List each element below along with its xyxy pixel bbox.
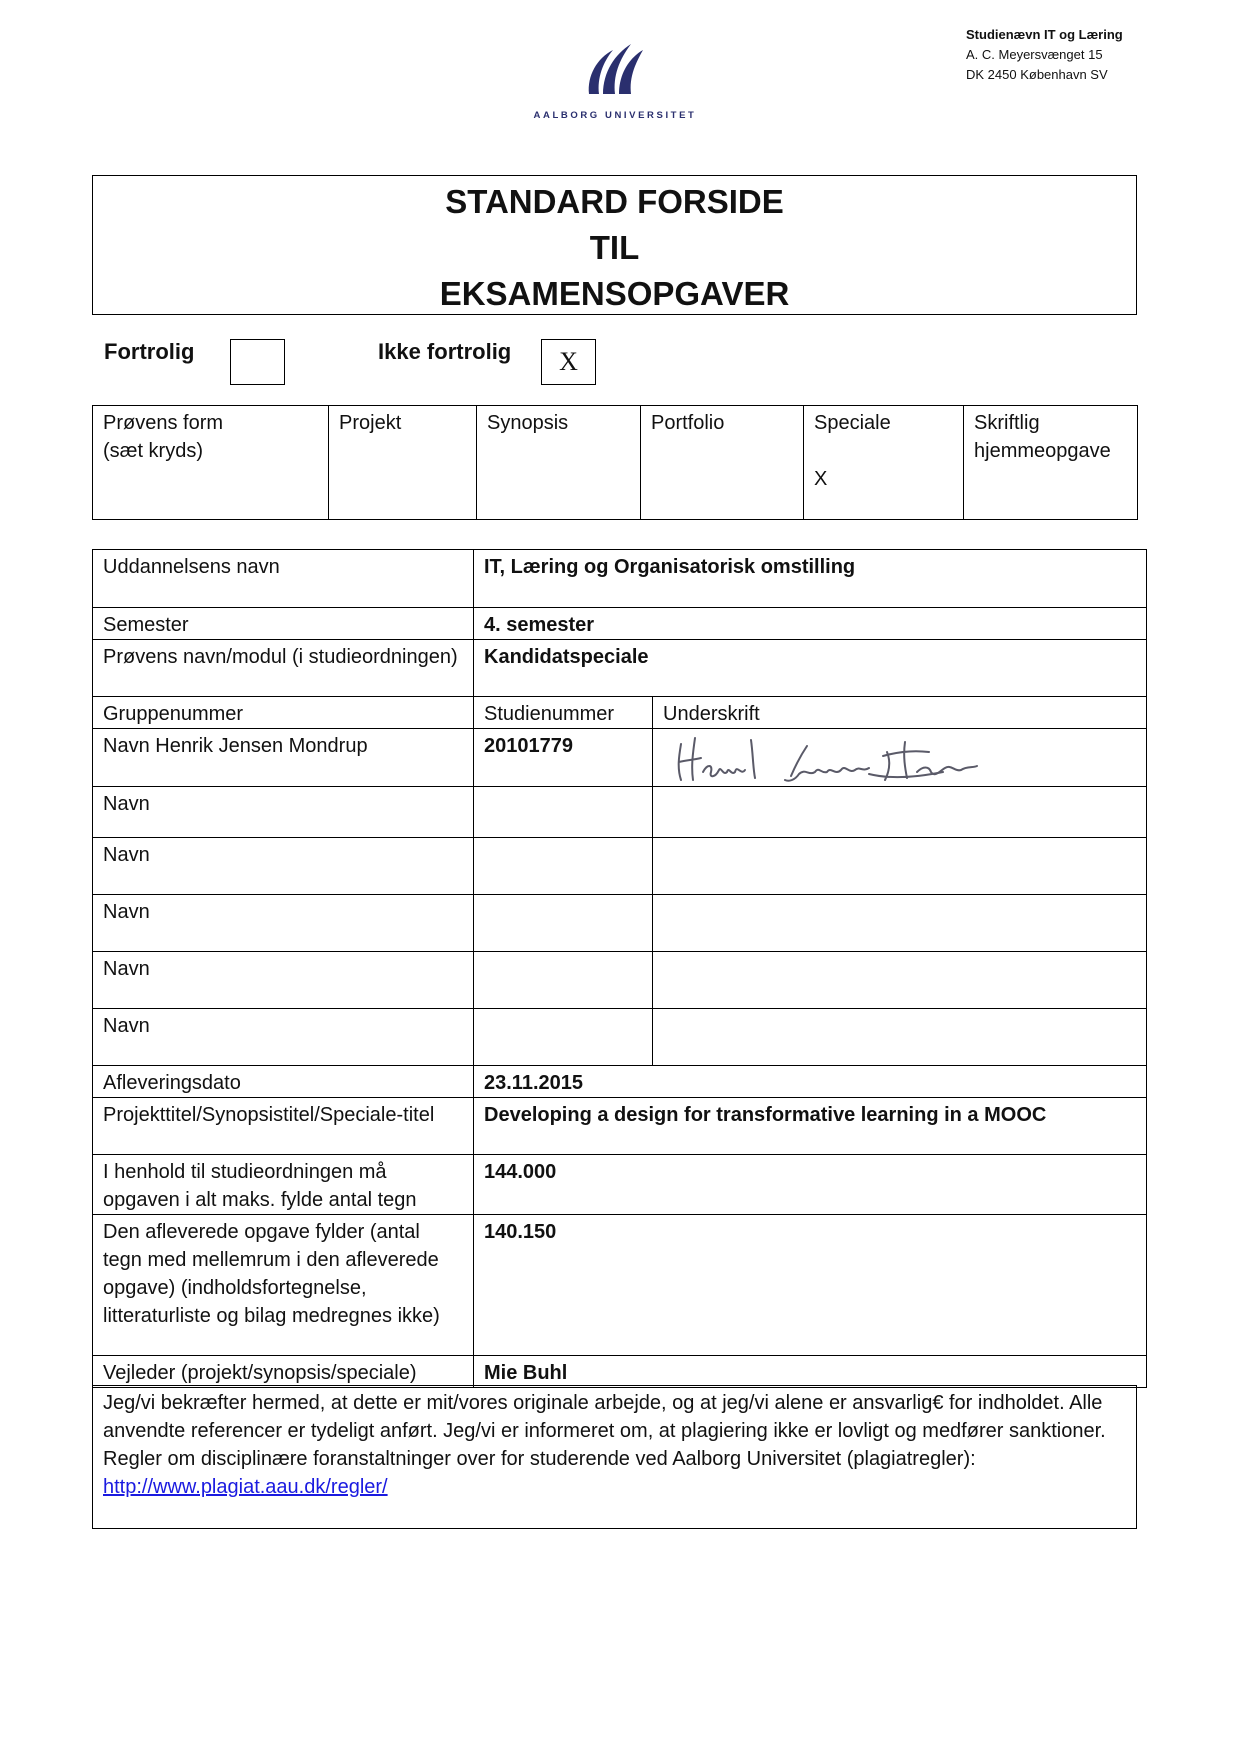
member-student-number[interactable] <box>474 838 653 895</box>
exam-name-label: Prøvens navn/modul (i studieordningen) <box>93 640 474 697</box>
exam-name-value[interactable]: Kandidatspeciale <box>474 640 1147 697</box>
delivery-value[interactable]: 23.11.2015 <box>474 1066 1147 1098</box>
exam-form-option-projekt[interactable] <box>329 406 477 520</box>
option-label-2: hjemmeopgave <box>974 440 1111 462</box>
table-row <box>93 1215 1147 1356</box>
handwritten-signature <box>673 732 1003 784</box>
title-label: Projekttitel/Synopsistitel/Speciale-titel <box>93 1098 474 1155</box>
member-signature-cell[interactable] <box>653 1009 1147 1066</box>
address-block <box>966 25 1123 85</box>
student-number-header: Studienummer <box>474 697 653 729</box>
max-chars-value[interactable]: 144.000 <box>474 1155 1147 1215</box>
exam-form-hint: (sæt kryds) <box>103 440 203 462</box>
member-name: Navn Henrik Jensen Mondrup <box>93 729 474 787</box>
member-signature-cell[interactable] <box>653 952 1147 1009</box>
exam-form-label-cell <box>93 406 329 520</box>
exam-form-label: Prøvens form <box>103 412 224 434</box>
declaration-text: Jeg/vi bekræfter hermed, at dette er mit/vores originale arbejde, og at jeg/vi alene er ansvarlig€ for indholdet. Alle anvendte referencer er tydeligt anført. Jeg/vi er informeret om, at plagiering ikke er lovligt og medfører sanktioner. Regler om disciplinære foranstaltninger over for studerende ved Aalborg Universitet (plagiatregler): <box>103 1392 1106 1470</box>
title-line-2: TIL <box>589 229 640 266</box>
supervisor-value[interactable]: Mie Buhl <box>474 1356 1147 1388</box>
table-row <box>93 640 1147 697</box>
group-label: Gruppenummer <box>93 697 474 729</box>
table-row <box>93 729 1147 787</box>
semester-label: Semester <box>93 608 474 640</box>
member-signature-cell[interactable] <box>653 838 1147 895</box>
table-row <box>93 697 1147 729</box>
education-label: Uddannelsens navn <box>93 550 474 608</box>
signature-header: Underskrift <box>653 697 1147 729</box>
table-row <box>93 1155 1147 1215</box>
address-city: DK 2450 København SV <box>966 67 1108 82</box>
aau-logo-icon <box>583 38 647 96</box>
member-name: Navn <box>93 838 474 895</box>
not-confidential-checkbox[interactable]: X <box>541 339 596 385</box>
table-row <box>93 838 1147 895</box>
member-signature-cell[interactable] <box>653 787 1147 838</box>
confidential-checkbox[interactable] <box>230 339 285 385</box>
not-confidential-label: Ikke fortrolig <box>378 339 512 364</box>
exam-form-option-speciale[interactable] <box>804 406 964 520</box>
exam-form-option-portfolio[interactable] <box>641 406 804 520</box>
logo-text: AALBORG UNIVERSITET <box>533 110 697 121</box>
semester-value[interactable]: 4. semester <box>474 608 1147 640</box>
max-chars-label: I henhold til studieordningen må opgaven i alt maks. fylde antal tegn <box>93 1155 474 1215</box>
table-row <box>93 550 1147 608</box>
address-name: Studienævn IT og Læring <box>966 27 1123 42</box>
option-mark: X <box>814 468 828 490</box>
member-student-number[interactable] <box>474 952 653 1009</box>
member-student-number[interactable] <box>474 1009 653 1066</box>
option-label: Projekt <box>339 412 402 434</box>
exam-form-option-hjemmeopgave[interactable] <box>964 406 1138 520</box>
university-logo <box>520 38 710 121</box>
confidential-label: Fortrolig <box>104 339 195 364</box>
option-label: Skriftlig <box>974 412 1040 434</box>
title-box <box>92 175 1137 315</box>
member-name: Navn <box>93 1009 474 1066</box>
member-name: Navn <box>93 787 474 838</box>
member-student-number[interactable] <box>474 787 653 838</box>
table-row <box>93 1009 1147 1066</box>
member-name: Navn <box>93 895 474 952</box>
option-label: Synopsis <box>487 412 569 434</box>
table-row <box>93 1356 1147 1388</box>
table-row <box>93 787 1147 838</box>
option-label: Portfolio <box>651 412 725 434</box>
member-signature-cell[interactable] <box>653 895 1147 952</box>
exam-form-option-synopsis[interactable] <box>477 406 641 520</box>
actual-chars-value[interactable]: 140.150 <box>474 1215 1147 1356</box>
plagiarism-rules-link[interactable]: http://www.plagiat.aau.dk/regler/ <box>103 1476 388 1498</box>
supervisor-label: Vejleder (projekt/synopsis/speciale) <box>93 1356 474 1388</box>
member-student-number[interactable] <box>474 895 653 952</box>
option-label: Speciale <box>814 412 891 434</box>
table-row <box>93 1098 1147 1155</box>
table-row <box>93 1066 1147 1098</box>
address-street: A. C. Meyersvænget 15 <box>966 47 1103 62</box>
actual-chars-label: Den afleverede opgave fylder (antal tegn med mellemrum i den afleverede opgave) (indholdsfortegnelse, litteraturliste og bilag medregnes ikke) <box>93 1215 474 1356</box>
table-row <box>93 952 1147 1009</box>
member-name: Navn <box>93 952 474 1009</box>
table-row <box>93 895 1147 952</box>
delivery-label: Afleveringsdato <box>93 1066 474 1098</box>
table-row <box>93 608 1147 640</box>
title-value[interactable]: Developing a design for transformative learning in a MOOC <box>474 1098 1147 1155</box>
title-line-1: STANDARD FORSIDE <box>445 183 784 220</box>
title-line-3: EKSAMENSOPGAVER <box>439 275 790 312</box>
details-table <box>92 549 1147 1388</box>
member-signature-cell[interactable] <box>653 729 1147 787</box>
member-student-number[interactable]: 20101779 <box>474 729 653 787</box>
declaration-box <box>92 1385 1137 1529</box>
education-value[interactable]: IT, Læring og Organisatorisk omstilling <box>474 550 1147 608</box>
exam-form-table <box>92 405 1138 520</box>
